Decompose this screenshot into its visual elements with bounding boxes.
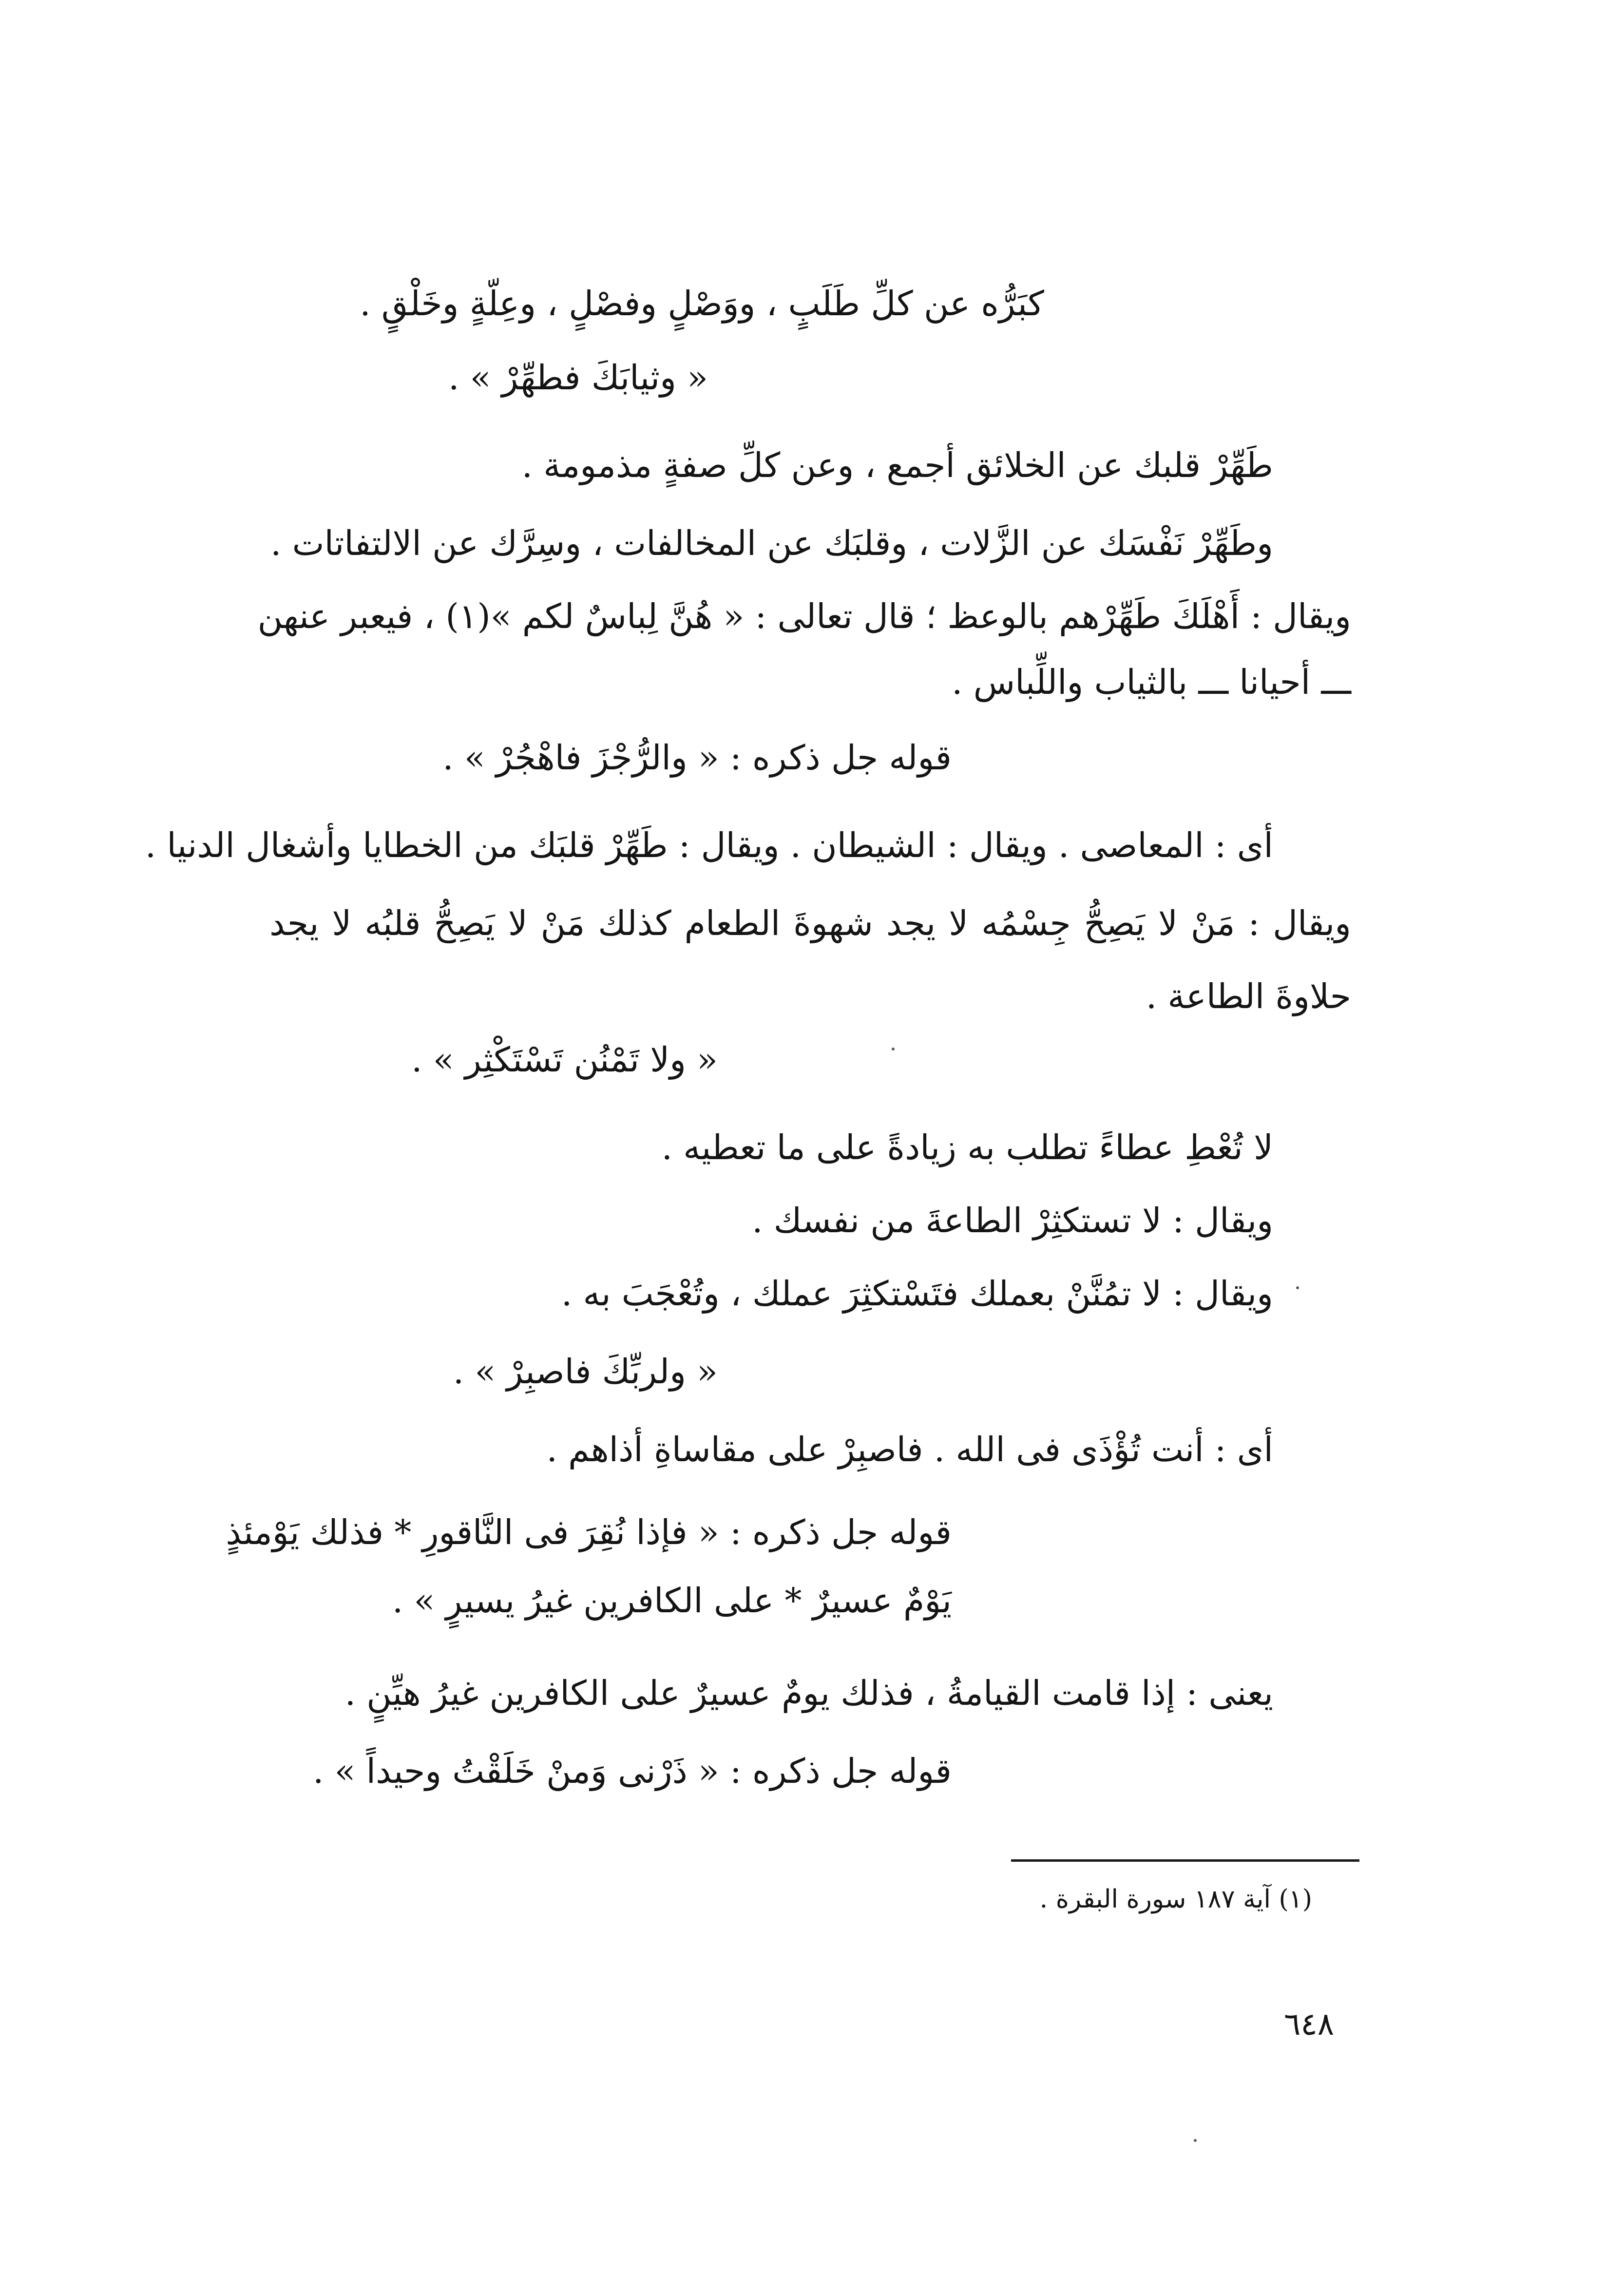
scan-speck xyxy=(1194,2139,1197,2142)
text-line-10: حلاوةَ الطاعة . xyxy=(1146,976,1351,1016)
text-line-11-verse: « ولا تَمْنُن تَسْتَكْثِر » . xyxy=(411,1040,718,1080)
text-line-18-verse-continued: يَوْمٌ عسيرٌ * على الكافرين غيرُ يسيرٍ » . xyxy=(392,1581,952,1621)
text-line-17-verse-heading: قوله جل ذكره : « فإذا نُقِرَ فى النَّاقورِ * فذلك يَوْمئذٍ xyxy=(226,1512,952,1552)
text-line-15-verse: « ولربِّكَ فاصبِرْ » . xyxy=(453,1352,718,1392)
text-line-12: لا تُعْطِ عطاءً تطلب به زيادةً على ما تعطيه . xyxy=(661,1127,1273,1167)
text-line-20-verse-heading: قوله جل ذكره : « ذَرْنى وَمنْ خَلَقْتُ وحيداً » . xyxy=(313,1751,952,1791)
text-line-5: ويقال : أَهْلَكَ طَهِّرْهم بالوعظ ؛ قال تعالى : « هُنَّ لِباسٌ لكم »(١) ، فيعبر عنهن xyxy=(257,596,1351,636)
text-line-2-verse: « وثيابَكَ فطهِّرْ » . xyxy=(448,358,708,398)
text-line-3: طَهِّرْ قلبك عن الخلائق أجمع ، وعن كلِّ صفةٍ مذمومة . xyxy=(521,445,1273,485)
scan-speck xyxy=(1296,1286,1299,1289)
text-line-8: أى : المعاصى . ويقال : الشيطان . ويقال : طَهِّرْ قلبَك من الخطايا وأشغال الدنيا . xyxy=(145,825,1273,865)
text-line-9: ويقال : مَنْ لا يَصِحُّ جِسْمُه لا يجد شهوةَ الطعام كذلك مَنْ لا يَصِحُّ قلبُه لا يجد xyxy=(269,903,1351,943)
text-line-4: وطَهِّرْ نَفْسَك عن الزَّلات ، وقلبَك عن المخالفات ، وسِرَّك عن الالتفاتات . xyxy=(270,523,1273,563)
text-line-6: ـــ أحيانا ـــ بالثياب واللِّباس . xyxy=(952,662,1351,702)
page-number: ٦٤٨ xyxy=(1284,2006,1335,2043)
text-line-14: ويقال : لا تمُنَّنْ بعملك فتَسْتكثِرَ عملك ، وتُعْجَبَ به . xyxy=(561,1274,1273,1314)
text-line-13: ويقال : لا تستكثِرْ الطاعةَ من نفسك . xyxy=(752,1201,1273,1241)
footnote: (١) آية ١٨٧ سورة البقرة . xyxy=(1039,1885,1312,1914)
scan-speck xyxy=(892,1048,895,1050)
text-line-1: كبَرُّه عن كلِّ طَلَبٍ ، ووَصْلٍ وفصْلٍ ، وعِلّةٍ وخَلْقٍ . xyxy=(360,284,1044,324)
text-line-7-verse-heading: قوله جل ذكره : « والرُّجْزَ فاهْجُرْ » . xyxy=(442,738,952,778)
text-line-16: أى : أنت تُؤْذَى فى الله . فاصبِرْ على مقاساةِ أذاهم . xyxy=(546,1430,1273,1470)
text-line-19: يعنى : إذا قامت القيامةُ ، فذلك يومٌ عسيرٌ على الكافرين غيرُ هيِّنٍ . xyxy=(344,1673,1273,1713)
footnote-divider xyxy=(1011,1859,1359,1862)
